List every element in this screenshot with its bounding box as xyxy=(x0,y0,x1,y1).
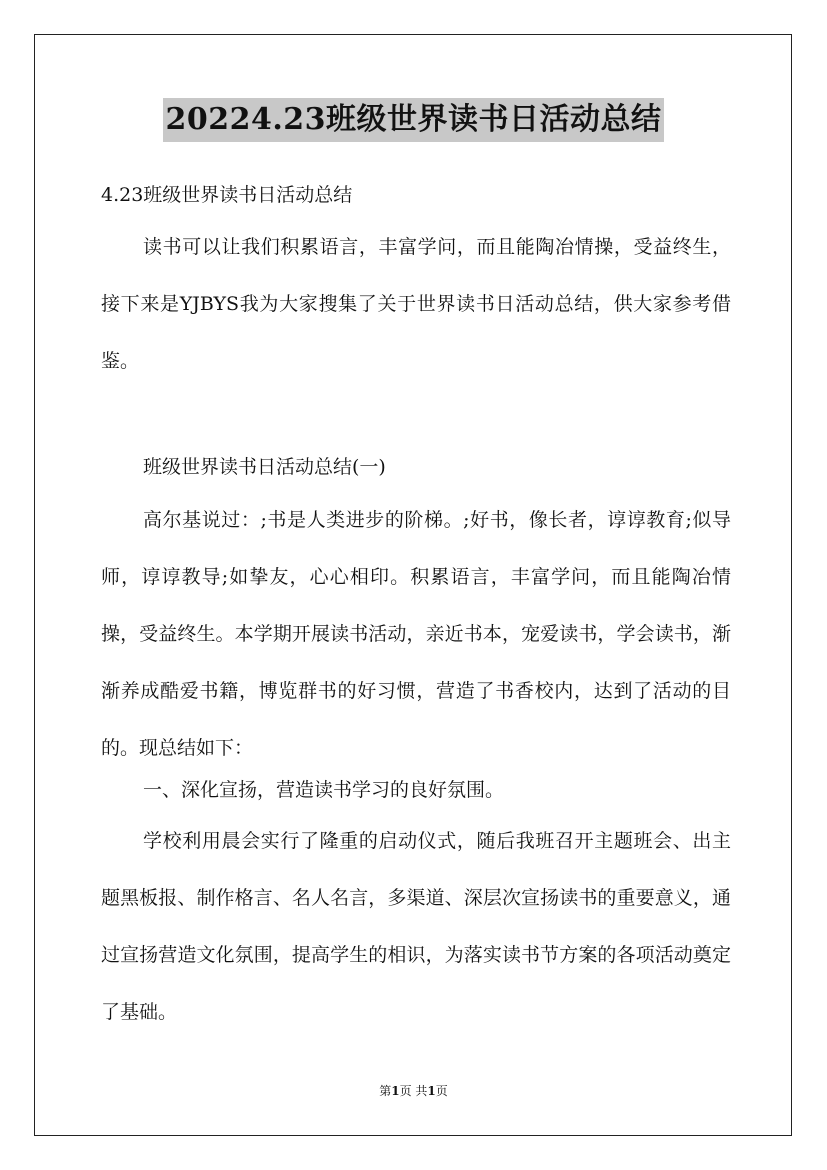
body-paragraph-2: 学校利用晨会实行了隆重的启动仪式，随后我班召开主题班会、出主题黑板报、制作格言、名人名言，多渠道、深层次宣扬读书的重要意义，通过宣扬营造文化氛围，提高学生的相识，为落实读书节方案的各项活动奠定了基础。 xyxy=(101,830,731,1023)
title-container xyxy=(0,98,827,142)
footer-page-suffix: 页 xyxy=(435,1084,448,1098)
intro-paragraph: 读书可以让我们积累语言，丰富学问，而且能陶冶情操，受益终生，接下来是YJBYS我为大家搜集了关于世界读书日活动总结，供大家参考借鉴。 xyxy=(101,236,731,372)
footer-page-prefix: 第 xyxy=(379,1084,392,1098)
point-heading-1: 一、深化宣扬，营造读书学习的良好氛围。 xyxy=(143,779,505,801)
section-heading: 班级世界读书日活动总结(一) xyxy=(143,456,386,478)
footer-page-mid: 页 共 xyxy=(399,1084,428,1098)
footer-page-total: 1 xyxy=(427,1084,436,1098)
footer-page-number: 1 xyxy=(391,1084,400,1098)
document-subtitle: 4.23班级世界读书日活动总结 xyxy=(101,184,353,206)
document-title: 20224.23班级世界读书日活动总结 xyxy=(163,98,663,142)
page-footer xyxy=(0,1083,827,1099)
body-paragraph-1: 高尔基说过：;书是人类进步的阶梯。;好书，像长者，谆谆教育;似导师，谆谆教导;如挚友，心心相印。积累语言，丰富学问，而且能陶冶情操，受益终生。本学期开展读书活动，亲近书本，宠爱读书，学会读书，渐渐养成酷爱书籍，博览群书的好习惯，营造了书香校内，达到了活动的目的。现总结如下： xyxy=(101,509,731,759)
